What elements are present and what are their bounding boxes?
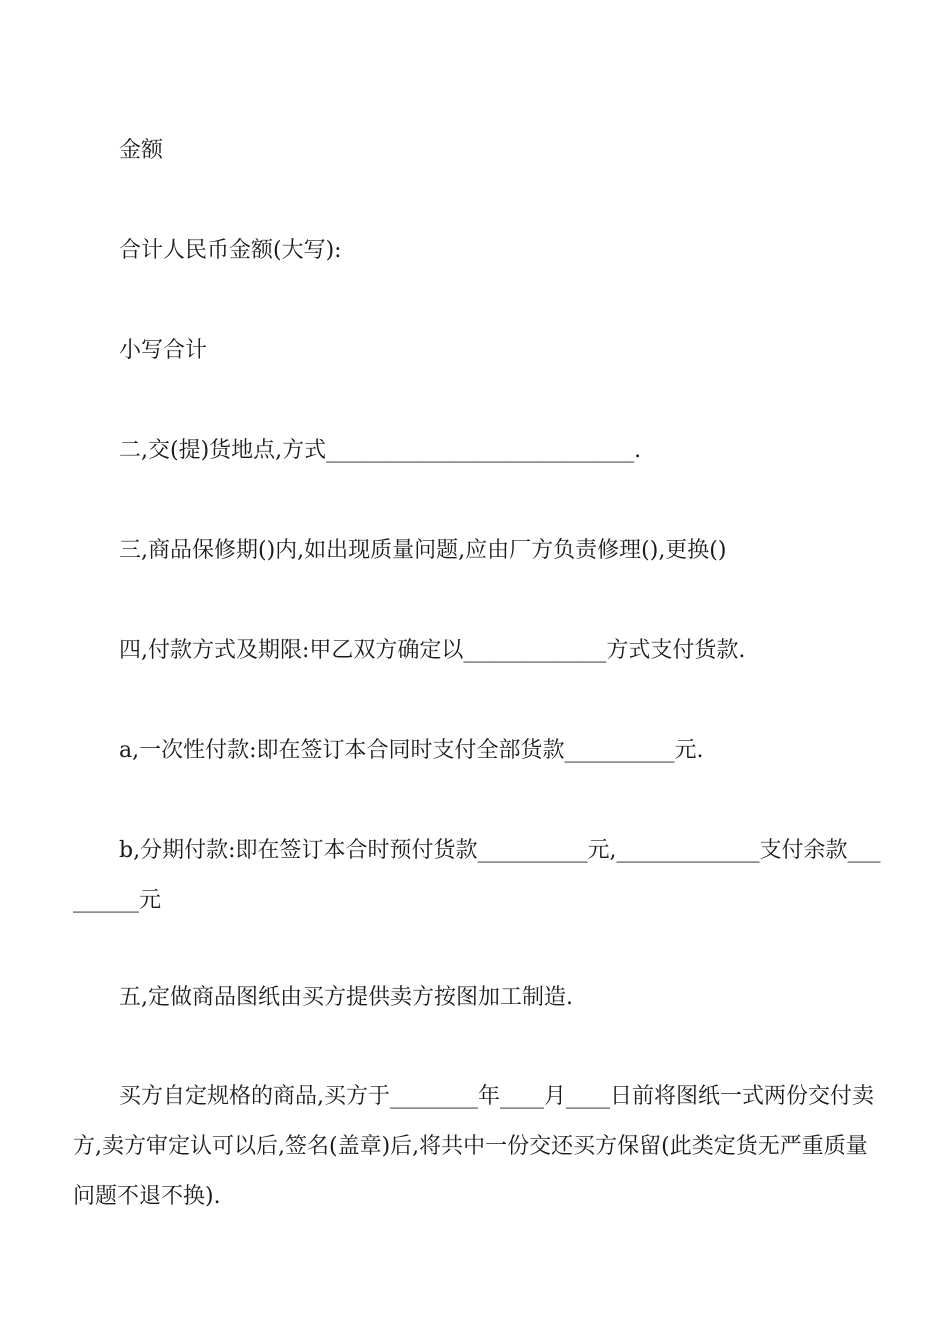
paragraph-lump-sum-payment: a,一次性付款:即在签订本合同时支付全部货款__________元.: [119, 738, 704, 763]
paragraph-amount: 金额: [119, 138, 164, 163]
paragraph-payment-method: 四,付款方式及期限:甲乙双方确定以_____________方式支付货款.: [119, 638, 746, 663]
paragraph-custom-drawings: 五,定做商品图纸由买方提供卖方按图加工制造.: [119, 985, 573, 1010]
paragraph-total-rmb-uppercase: 合计人民币金额(大写):: [119, 238, 342, 263]
paragraph-buyer-specifications: 买方自定规格的商品,买方于________年____月____日前将图纸一式两份交付卖方,卖方审定认可以后,签名(盖章)后,将共中一份交还买方保留(此类定货无严重质量问题不退不换).: [73, 1084, 874, 1209]
paragraph-warranty: 三,商品保修期()内,如出现质量问题,应由厂方负责修理(),更换(): [119, 538, 727, 563]
paragraph-total-lowercase: 小写合计: [119, 338, 208, 363]
paragraph-installment-payment: b,分期付款:即在签订本合时预付货款__________元,_____________支付余款_________元: [73, 838, 881, 913]
paragraph-delivery-location: 二,交(提)货地点,方式____________________________.: [119, 438, 642, 463]
